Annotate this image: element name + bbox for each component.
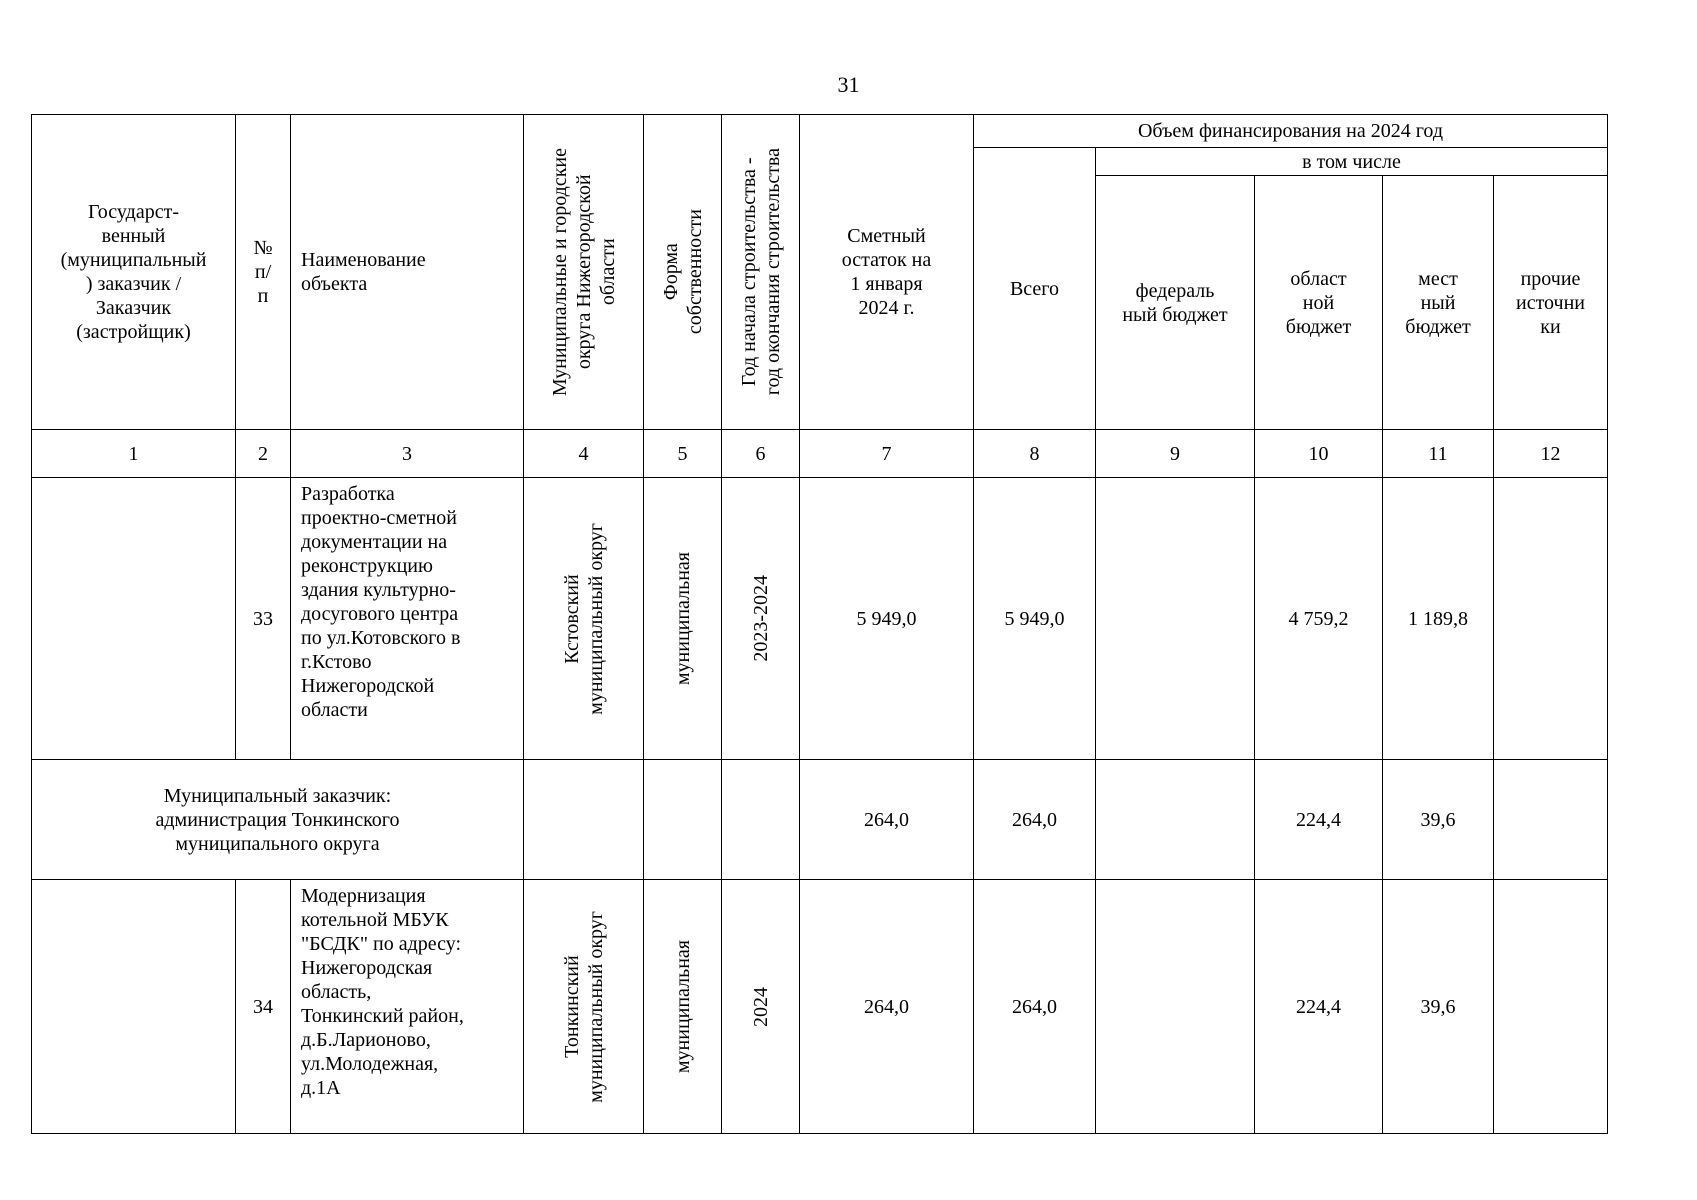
- row-municipality-text: Кстовский муниципальный округ: [560, 522, 607, 715]
- row-other: [1494, 478, 1608, 760]
- summary-ownership: [644, 760, 722, 880]
- table-row: [32, 880, 1608, 1134]
- table-row: [32, 478, 1608, 760]
- row-customer: [32, 880, 236, 1134]
- column-number: 7: [800, 430, 974, 478]
- summary-row: [32, 760, 1608, 880]
- investment-table: [31, 114, 1608, 1134]
- row-num: 34: [236, 880, 291, 1134]
- summary-regional: 224,4: [1255, 760, 1383, 880]
- summary-other: [1494, 760, 1608, 880]
- column-number: 1: [32, 430, 236, 478]
- row-municipality: [524, 880, 644, 1134]
- header-num: № п/ п: [236, 115, 291, 430]
- row-years: [722, 478, 800, 760]
- page-number: 31: [837, 72, 860, 97]
- row-local: 1 189,8: [1383, 478, 1494, 760]
- row-years: [722, 880, 800, 1134]
- summary-federal: [1096, 760, 1255, 880]
- column-number: 2: [236, 430, 291, 478]
- row-federal: [1096, 478, 1255, 760]
- row-years-text: 2023-2024: [749, 575, 772, 662]
- header-regional: област ной бюджет: [1255, 176, 1383, 430]
- column-number: 6: [722, 430, 800, 478]
- summary-years: [722, 760, 800, 880]
- row-ownership-text: муниципальная: [671, 939, 694, 1074]
- column-number: 9: [1096, 430, 1255, 478]
- row-municipality-text: Тонкинский муниципальный округ: [560, 910, 607, 1103]
- header-years: [722, 115, 800, 430]
- row-object-name: Разработка проектно-сметной документации на реконструкцию здания культурно- досугового центра по ул.Котовского в г.Кстово Нижегородской области: [291, 478, 524, 760]
- row-federal: [1096, 880, 1255, 1134]
- column-number: 3: [291, 430, 524, 478]
- header-total: Всего: [974, 148, 1096, 430]
- column-number: 10: [1255, 430, 1383, 478]
- row-total: 5 949,0: [974, 478, 1096, 760]
- row-remaining: 264,0: [800, 880, 974, 1134]
- header-customer: Государст- венный (муниципальный ) заказчик / Заказчик (застройщик): [32, 115, 236, 430]
- row-customer: [32, 478, 236, 760]
- header-other: прочие источни ки: [1494, 176, 1608, 430]
- row-years-text: 2024: [749, 986, 772, 1027]
- header-federal: федераль ный бюджет: [1096, 176, 1255, 430]
- row-ownership-text: муниципальная: [671, 551, 694, 686]
- column-number: 8: [974, 430, 1096, 478]
- header-municipality: [524, 115, 644, 430]
- column-number: 5: [644, 430, 722, 478]
- row-other: [1494, 880, 1608, 1134]
- column-number: 11: [1383, 430, 1494, 478]
- summary-municipality: [524, 760, 644, 880]
- header-object-name: Наименование объекта: [291, 115, 524, 430]
- row-regional: 224,4: [1255, 880, 1383, 1134]
- row-object-name: Модернизация котельной МБУК "БСДК" по адресу: Нижегородская область, Тонкинский район, д.Б.Ларионово, ул.Молодежная, д.1А: [291, 880, 524, 1134]
- row-regional: 4 759,2: [1255, 478, 1383, 760]
- summary-total: 264,0: [974, 760, 1096, 880]
- header-municipality-text: Муниципальные и городские округа Нижегородской области: [548, 147, 619, 397]
- row-municipality: [524, 478, 644, 760]
- header-ownership-text: Форма собственности: [659, 209, 706, 335]
- summary-local: 39,6: [1383, 760, 1494, 880]
- header-years-text: Год начала строительства - год окончания строительства: [737, 148, 784, 396]
- header-including: в том числе: [1096, 148, 1608, 176]
- header-ownership: [644, 115, 722, 430]
- row-ownership: [644, 880, 722, 1134]
- column-number: 12: [1494, 430, 1608, 478]
- row-ownership: [644, 478, 722, 760]
- column-number-row: [32, 430, 1608, 478]
- header-funding-group: Объем финансирования на 2024 год: [974, 115, 1608, 148]
- row-num: 33: [236, 478, 291, 760]
- summary-label: Муниципальный заказчик: администрация Тонкинского муниципального округа: [32, 760, 524, 880]
- header-remaining: Сметный остаток на 1 января 2024 г.: [800, 115, 974, 430]
- column-number: 4: [524, 430, 644, 478]
- header-row-1: [32, 115, 1608, 148]
- header-local: мест ный бюджет: [1383, 176, 1494, 430]
- row-total: 264,0: [974, 880, 1096, 1134]
- row-remaining: 5 949,0: [800, 478, 974, 760]
- row-local: 39,6: [1383, 880, 1494, 1134]
- summary-remaining: 264,0: [800, 760, 974, 880]
